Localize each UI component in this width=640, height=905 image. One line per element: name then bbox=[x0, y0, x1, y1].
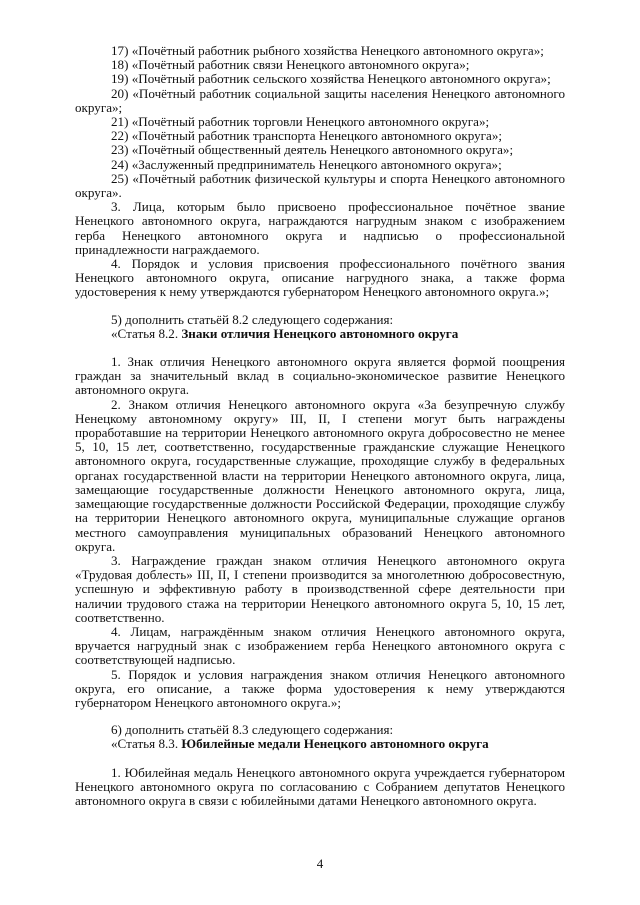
article-8-2-paragraph-5: 5. Порядок и условия награждения знаком отличия Ненецкого автономного округа, его описание, а также форма удостоверения к нему утверждаются губернатором Ненецкого автономного округа.»; bbox=[75, 666, 565, 710]
clause-3: 3. Лица, которым было присвоено профессиональное почётное звание Ненецкого автономного округа, награждаются нагрудным знаком с изображением герба Ненецкого автономного округа и надписью о профессиональной принадлежности награждаемого. bbox=[75, 199, 565, 257]
clause-4: 4. Порядок и условия присвоения профессионального почётного звания Ненецкого автономного округа, описание нагрудного знака, а также форма удостоверения к нему утверждаются губернатором Ненецкого автономного округа.»; bbox=[75, 256, 565, 300]
article-8-2-paragraph-1: 1. Знак отличия Ненецкого автономного округа является формой поощрения граждан за значительный вклад в социально-экономическое развитие Ненецкого автономного округа. bbox=[75, 354, 565, 398]
list-item-22: 22) «Почётный работник транспорта Ненецкого автономного округа»; bbox=[111, 128, 503, 144]
list-item-24: 24) «Заслуженный предприниматель Ненецкого автономного округа»; bbox=[111, 156, 502, 172]
article-8-2-paragraph-3: 3. Награждение граждан знаком отличия Ненецкого автономного округа «Трудовая доблесть» III, II, I степени производится за многолетнюю добросовестную, успешную и эффективную работу в производственной сфере деятельности при наличии трудового стажа на территории Ненецкого автономного округа 5, 10, 15 лет, соответственно. bbox=[75, 552, 565, 625]
list-item-25: 25) «Почётный работник физической культуры и спорта Ненецкого автономного округа». bbox=[75, 170, 565, 201]
list-item-21: 21) «Почётный работник торговли Ненецкого автономного округа»; bbox=[111, 114, 490, 130]
article-8-2-paragraph-4: 4. Лицам, награждённым знаком отличия Ненецкого автономного округа, вручается нагрудный знак с изображением герба Ненецкого автономного округа с соответствующей надписью. bbox=[75, 623, 565, 668]
document-page bbox=[75, 44, 565, 808]
article-8-2-paragraph-2: 2. Знаком отличия Ненецкого автономного округа «За безупречную службу Ненецкому автономному округу» III, II, I степени могут быть награждены проработавшие на территории Ненецкого автономного округа добросовестно не менее 5, 10, 15 лет, соответственно, государственные гражданские служащие Ненецкого автономного округа, государственные служащие, проходящие службу в федеральных органах государственной власти на территории Ненецкого автономного округа, лица, замещающие государственные должности Ненецкого автономного округа, лица, замещающие государственные должности Российской Федерации, проходящие службу на территории Ненецкого автономного округа, муниципальные служащие органов местного самоуправления муниципальных образований Ненецкого автономного округа. bbox=[75, 396, 565, 554]
list-item-18: 18) «Почётный работник связи Ненецкого автономного округа»; bbox=[111, 57, 470, 73]
article-8-2-heading bbox=[75, 327, 565, 341]
amendment-5: 5) дополнить статьёй 8.2 следующего содержания: bbox=[111, 311, 394, 327]
article-8-3-heading bbox=[75, 737, 565, 751]
article-8-3-title: Юбилейные медали Ненецкого автономного округа bbox=[181, 736, 489, 752]
amendment-6: 6) дополнить статьёй 8.3 следующего содержания: bbox=[111, 722, 394, 738]
list-item-19: 19) «Почётный работник сельского хозяйства Ненецкого автономного округа»; bbox=[111, 71, 551, 87]
article-8-2-prefix: «Статья 8.2. bbox=[111, 325, 182, 341]
list-item-23: 23) «Почётный общественный деятель Ненецкого автономного округа»; bbox=[111, 142, 514, 158]
article-8-3-paragraph-1: 1. Юбилейная медаль Ненецкого автономного округа учреждается губернатором Ненецкого автономного округа по согласованию с Собранием депутатов Ненецкого автономного округа в связи с юбилейными датами Ненецкого автономного округа. bbox=[75, 764, 565, 808]
page-number: 4 bbox=[316, 856, 324, 871]
list-item-20: 20) «Почётный работник социальной защиты населения Ненецкого автономного округа»; bbox=[75, 85, 565, 115]
article-8-3-prefix: «Статья 8.3. bbox=[111, 736, 182, 752]
article-8-2-title: Знаки отличия Ненецкого автономного округа bbox=[181, 325, 459, 341]
list-item-17: 17) «Почётный работник рыбного хозяйства Ненецкого автономного округа»; bbox=[111, 43, 544, 58]
